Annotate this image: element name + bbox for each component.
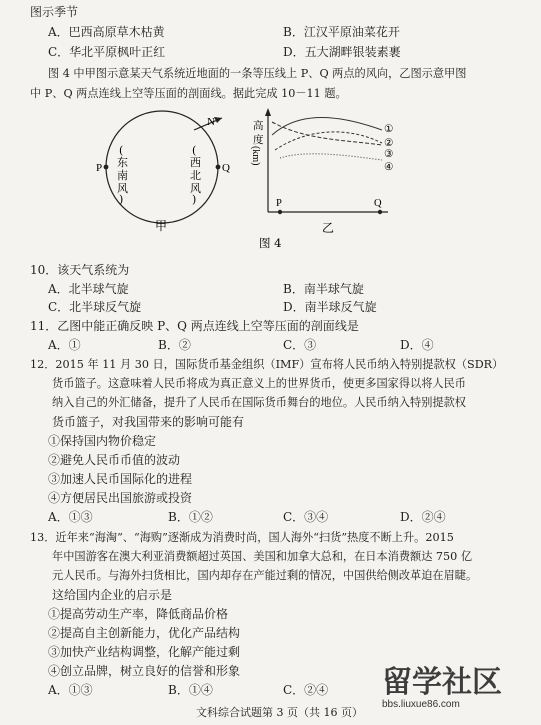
line-marker-1: ① (384, 123, 394, 135)
svg-text:): ) (192, 193, 197, 206)
label-q: Q (222, 162, 230, 174)
figure-yi-label: 乙 (322, 221, 335, 235)
svg-text:风: 风 (190, 182, 201, 195)
q12-option-c: C．③④ (283, 510, 329, 524)
point-p-dot (104, 165, 109, 170)
figure-caption: 图 4 (259, 236, 282, 250)
q12-option-a: A．①③ (48, 510, 93, 524)
q9-option-d: D．五大湖畔银装素裹 (283, 45, 401, 59)
q13-line-2: 年中国游客在澳大利亚消费额超过英国、美国和加拿大总和，在日本消费额达 750 亿 (52, 550, 473, 563)
q10-option-c: C．北半球反气旋 (48, 300, 142, 314)
question-11-stem: 11．乙图中能正确反映 P、Q 两点连线上空等压面的剖面线是 (30, 319, 359, 333)
q9-option-c: C．华北平原枫叶正红 (48, 45, 166, 59)
question-9-stem: 图示季节 (30, 5, 79, 19)
q13-item-4: ④创立品牌，树立良好的信誉和形象 (48, 664, 241, 678)
q13-option-a: A．①③ (48, 683, 93, 697)
q11-option-d: D．④ (400, 338, 434, 352)
svg-text:): ) (119, 193, 124, 206)
profile-line-3 (275, 132, 382, 150)
svg-text:(: ( (192, 144, 197, 157)
intro-line-2: 中 P、Q 两点连线上空等压面的剖面线。据此完成 10－11 题。 (30, 87, 347, 100)
svg-text:南: 南 (117, 169, 128, 182)
svg-text:东: 东 (117, 156, 128, 169)
line-marker-3: ③ (384, 148, 394, 160)
q12-option-b: B．①② (168, 510, 213, 524)
q12-item-3: ③加速人民币国际化的进程 (48, 472, 193, 486)
wind-label-q (190, 144, 201, 206)
q13-item-1: ①提高劳动生产率，降低商品价格 (48, 607, 229, 621)
point-q-dot (216, 165, 221, 170)
svg-text:西: 西 (190, 156, 201, 169)
yi-label-q: Q (374, 198, 382, 209)
figure-jia (96, 111, 230, 233)
watermark-url: bbs.liuxue86.com (382, 699, 460, 710)
q9-option-a: A．巴西高原草木枯黄 (48, 25, 165, 39)
q13-option-c: C．②④ (283, 683, 329, 697)
watermark-logo-text: 留学社区 (382, 665, 502, 700)
watermark-logo (380, 660, 535, 710)
q12-line-4: 货币篮子，对我国带来的影响可能有 (52, 415, 245, 429)
q11-option-c: C．③ (283, 338, 317, 352)
figure-jia-label: 甲 (155, 219, 168, 233)
page-footer: 文科综合试题第 3 页（共 16 页） (196, 706, 363, 719)
q12-line-2: 货币篮子。这意味着人民币将成为真正意义上的世界货币，使更多国家得以将人民币 (52, 377, 466, 390)
profile-line-4 (280, 154, 382, 160)
q13-line-4: 这给国内企业的启示是 (52, 588, 173, 602)
q11-option-a: A．① (48, 338, 81, 352)
q12-item-4: ④方便居民出国旅游或投资 (48, 491, 193, 505)
svg-text:(: ( (119, 144, 124, 157)
q13-line-3: 元人民币。与海外扫货相比，国内却存在产能过剩的情况，中国供给侧改革迫在眉睫。 (52, 569, 478, 582)
line-marker-2: ② (384, 137, 394, 149)
yi-label-p: P (276, 198, 282, 209)
question-10-stem: 10．该天气系统为 (30, 263, 130, 277)
q10-option-b: B．南半球气旋 (283, 282, 364, 296)
y-label-2: 度 (253, 134, 264, 146)
q12-item-1: ①保持国内物价稳定 (48, 434, 157, 448)
q10-option-d: D．南半球反气旋 (283, 300, 377, 314)
q11-option-b: B．② (158, 338, 191, 352)
y-label-1: 高 (253, 120, 264, 132)
wind-label-p (117, 144, 128, 206)
q12-line-1: 12．2015 年 11 月 30 日，国际货币基金组织（IMF）宣布将人民币纳入特别提款权（SDR） (30, 358, 504, 371)
q13-option-b: B．①④ (168, 683, 213, 697)
label-p: P (96, 162, 103, 174)
profile-line-2 (272, 122, 382, 145)
figure-4 (0, 0, 541, 260)
q13-line-1: 13．近年来“海淘”、“海购”逐渐成为消费时尚，国人海外“扫货”热度不断上升。2015 (30, 531, 454, 544)
q12-line-3: 纳入自己的外汇储备，提升了人民币在国际货币舞台的地位。人民币纳入特别提款权 (52, 396, 466, 409)
q13-item-3: ③加快产业结构调整，化解产能过剩 (48, 645, 241, 659)
figure-yi (250, 108, 394, 235)
north-label: N (207, 116, 215, 128)
q12-item-2: ②避免人民币币值的波动 (48, 453, 181, 467)
q12-option-d: D．②④ (400, 510, 446, 524)
q13-item-2: ②提高自主创新能力，优化产品结构 (48, 626, 241, 640)
q10-option-a: A．北半球气旋 (48, 282, 129, 296)
q9-option-b: B．江汉平原油菜花开 (283, 25, 400, 39)
line-marker-4: ④ (384, 161, 394, 173)
intro-line-1: 图 4 中甲图示意某天气系统近地面的一条等压线上 P、Q 两点的风向，乙图示意甲图 (48, 67, 467, 80)
svg-text:风: 风 (117, 182, 128, 195)
y-label-unit: (km) (250, 146, 261, 166)
svg-text:北: 北 (190, 169, 201, 182)
